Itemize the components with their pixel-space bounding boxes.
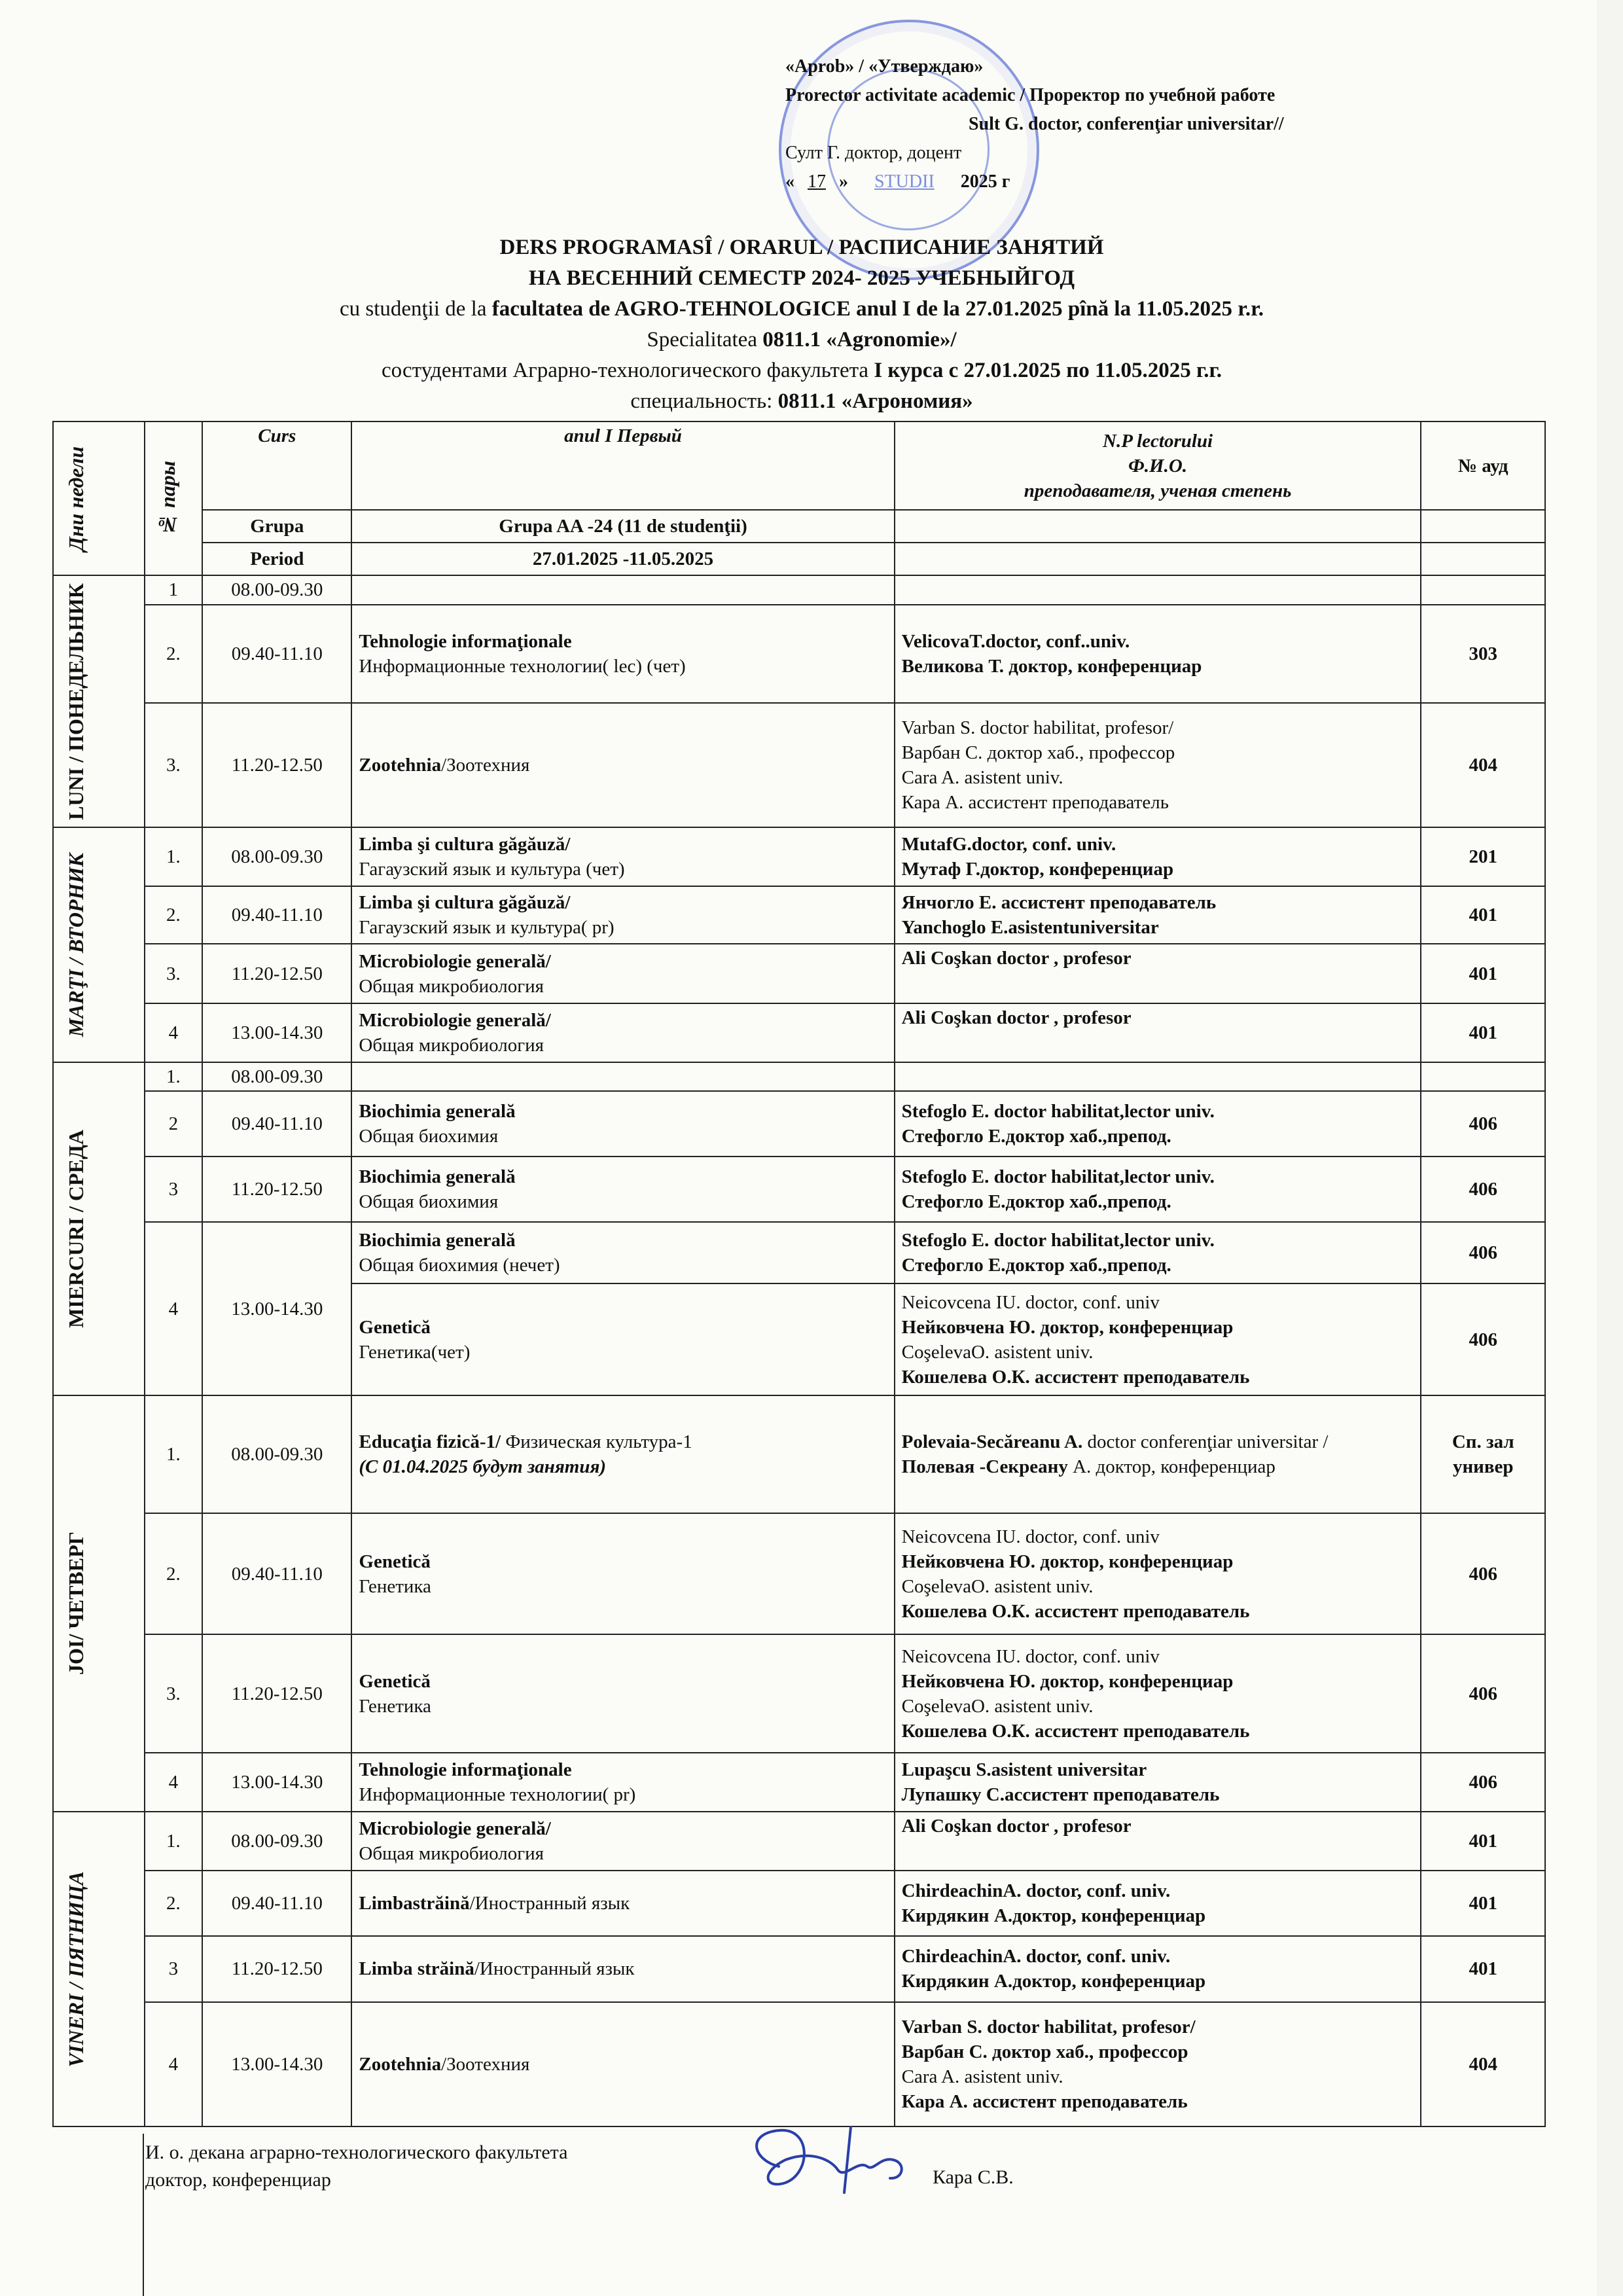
lecturer-cell: Янчогло Е. ассистент преподаватель Yanchoglo E.asistentuniversitar — [895, 886, 1421, 944]
table-row — [53, 575, 1545, 604]
subject-cell: Educaţia fizică-1/ Физическая культура-1 (С 01.04.2025 будут занятия) — [351, 1395, 894, 1513]
room-cell: 303 — [1421, 605, 1545, 703]
room-cell: Сп. зал универ — [1421, 1395, 1545, 1513]
subject-cell: Biochimia generală Общая биохимия — [351, 1091, 894, 1157]
pair-number: 1 — [145, 575, 203, 604]
pair-number: 4 — [145, 2002, 203, 2126]
lecturer-cell: Neicovcena IU. doctor, conf. univ Нейковчена Ю. доктор, конференциар CoşelevaO. asistent univ. Кошелева О.К. ассистент преподаватель — [895, 1634, 1421, 1752]
pair-number: 2 — [145, 1091, 203, 1157]
pair-time: 09.40-11.10 — [202, 886, 351, 944]
table-row — [53, 1157, 1545, 1222]
pair-number: 3. — [145, 1634, 203, 1752]
subject-cell: Genetică Генетика — [351, 1634, 894, 1752]
pair-time: 09.40-11.10 — [202, 605, 351, 703]
title-2: НА ВЕСЕННИЙ СЕМЕСТР 2024- 2025 УЧЕБНЫЙГОД — [528, 266, 1075, 290]
subject-cell: Genetică Генетика — [351, 1513, 894, 1634]
lecturer-cell: Lupaşcu S.asistent universitar Лупашку С.ассистент преподаватель — [895, 1753, 1421, 1812]
lecturer-cell: MutafG.doctor, conf. univ. Мутаф Г.доктор, конференциар — [895, 827, 1421, 886]
day-wednesday: MIERCURI / СРЕДА — [53, 1062, 145, 1395]
pair-time: 08.00-09.30 — [202, 1812, 351, 1871]
group-label: Grupa — [202, 510, 351, 543]
approval-line-4: Султ Г. доктор, доцент — [785, 143, 962, 163]
room-cell: 406 — [1421, 1157, 1545, 1222]
pair-time: 08.00-09.30 — [202, 1395, 351, 1513]
subject-cell: Tehnologie informaţionale Информационные технологии( lec) (чет) — [351, 605, 894, 703]
subject-cell: Limba şi cultura găgăuză/ Гагаузский язык и культура( pr) — [351, 886, 894, 944]
table-row — [53, 944, 1545, 1003]
period-row — [53, 543, 1545, 575]
subtitle-specialty: Specialitatea 0811.1 «Agronomie»/ — [647, 328, 957, 351]
table-row — [53, 1936, 1545, 2001]
table-row — [53, 1003, 1545, 1062]
pair-number: 2. — [145, 1871, 203, 1936]
room-cell: 406 — [1421, 1753, 1545, 1812]
table-row — [53, 1753, 1545, 1812]
day-tuesday: MARŢI / ВТОРНИК — [53, 827, 145, 1062]
group-value: Grupa AA -24 (11 de studenţii) — [351, 510, 894, 543]
room-cell: 401 — [1421, 944, 1545, 1003]
pair-number: 4 — [145, 1753, 203, 1812]
day-monday: LUNI / ПОНЕДЕЛЬНИК — [53, 575, 145, 827]
footer-line-1: И. о. декана аграрно-технологического факультета — [145, 2142, 568, 2163]
pair-time: 11.20-12.50 — [202, 1634, 351, 1752]
pair-time: 11.20-12.50 — [202, 1936, 351, 2001]
table-row — [53, 1812, 1545, 1871]
pair-time: 11.20-12.50 — [202, 1157, 351, 1222]
room-cell: 401 — [1421, 1812, 1545, 1871]
pair-column-header: № пары — [145, 422, 203, 575]
room-cell: 404 — [1421, 2002, 1545, 2126]
table-row — [53, 703, 1545, 827]
handwritten-signature — [740, 2121, 929, 2199]
room-cell: 401 — [1421, 886, 1545, 944]
table-row — [53, 1634, 1545, 1752]
lecturer-cell: Polevaia-Secăreanu A. doctor conferenţiar universitar / Полевая -Секреану А. доктор, конференциар — [895, 1395, 1421, 1513]
footer-line-2: доктор, конференциар — [145, 2169, 331, 2191]
room-cell: 406 — [1421, 1091, 1545, 1157]
table-row — [53, 1513, 1545, 1634]
table-row — [53, 1091, 1545, 1157]
room-header: № ауд — [1421, 422, 1545, 510]
period-value: 27.01.2025 -11.05.2025 — [351, 543, 894, 575]
approval-date: « 17 » STUDII 2025 г — [785, 171, 1010, 192]
lecturer-cell: VelicovaT.doctor, conf..univ. Великова Т. доктор, конференциар — [895, 605, 1421, 703]
subject-cell: Microbiologie generală/ Общая микробиология — [351, 1003, 894, 1062]
day-column-header: Дни недели — [53, 422, 145, 575]
lecturer-cell: Neicovcena IU. doctor, conf. univ Нейковчена Ю. доктор, конференциар CoşelevaO. asistent univ. Кошелева О.К. ассистент преподаватель — [895, 1513, 1421, 1634]
room-cell: 406 — [1421, 1634, 1545, 1752]
pair-number: 4 — [145, 1003, 203, 1062]
lecturer-cell: Varban S. doctor habilitat, profesor/ Варбан С. доктор хаб., профессор Cara A. asistent univ. Кара А. ассистент преподаватель — [895, 2002, 1421, 2126]
pair-number: 1. — [145, 1062, 203, 1091]
pair-time: 08.00-09.30 — [202, 1062, 351, 1091]
pair-time: 08.00-09.30 — [202, 827, 351, 886]
pair-number: 3 — [145, 1157, 203, 1222]
room-cell: 406 — [1421, 1283, 1545, 1395]
table-row — [53, 1222, 1545, 1283]
pair-number: 4 — [145, 1222, 203, 1395]
pair-number: 3 — [145, 1936, 203, 2001]
room-cell: 401 — [1421, 1871, 1545, 1936]
lecturer-header: N.P lectorului Ф.И.О. преподавателя, ученая степень — [895, 422, 1421, 510]
pair-number: 1. — [145, 1812, 203, 1871]
schedule-table — [52, 421, 1546, 2127]
table-row — [53, 827, 1545, 886]
approval-line-1: «Aprob» / «Утверждаю» — [785, 56, 984, 77]
subject-cell: Zootehnia/Зоотехния — [351, 703, 894, 827]
approval-line-2: Prorector activitate academic / Проректор по учебной работе — [785, 85, 1275, 105]
title-1: DERS PROGRAMASÎ / ORARUL / РАСПИСАНИЕ ЗАНЯТИЙ — [499, 236, 1104, 259]
pair-time: 13.00-14.30 — [202, 1753, 351, 1812]
subject-cell: Biochimia generală Общая биохимия (нечет) — [351, 1222, 894, 1283]
pair-number: 1. — [145, 827, 203, 886]
lecturer-cell: Stefoglo E. doctor habilitat,lector univ. Стефогло Е.доктор хаб.,препод. — [895, 1157, 1421, 1222]
document-header — [98, 232, 1505, 417]
subject-cell: Limbastrăină/Иностранный язык — [351, 1871, 894, 1936]
table-row — [53, 1395, 1545, 1513]
lecturer-cell: Varban S. doctor habilitat, profesor/ Варбан С. доктор хаб., профессор Cara A. asistent univ. Кара А. ассистент преподаватель — [895, 703, 1421, 827]
approval-block — [785, 52, 1505, 196]
lecturer-cell: ChirdeachinA. doctor, conf. univ. Кирдякин А.доктор, конференциар — [895, 1871, 1421, 1936]
pair-time: 11.20-12.50 — [202, 944, 351, 1003]
pair-time: 09.40-11.10 — [202, 1513, 351, 1634]
room-cell: 406 — [1421, 1513, 1545, 1634]
year-header: anul I Первый — [351, 422, 894, 510]
subject-cell: Limba şi cultura găgăuză/ Гагаузский язык и культура (чет) — [351, 827, 894, 886]
approval-line-3: Sult G. doctor, conferenţiar universitar// — [969, 114, 1284, 134]
group-row — [53, 510, 1545, 543]
table-row — [53, 886, 1545, 944]
table-row — [53, 1871, 1545, 1936]
day-thursday: JOI/ ЧЕТВЕРГ — [53, 1395, 145, 1812]
pair-number: 3. — [145, 944, 203, 1003]
lecturer-cell: Ali Coşkan doctor , profesor — [895, 1812, 1421, 1871]
pair-time: 13.00-14.30 — [202, 1222, 351, 1395]
room-cell: 201 — [1421, 827, 1545, 886]
pair-time: 13.00-14.30 — [202, 1003, 351, 1062]
subject-cell: Zootehnia/Зоотехния — [351, 2002, 894, 2126]
pair-number: 2. — [145, 1513, 203, 1634]
lecturer-cell: Stefoglo E. doctor habilitat,lector univ. Стефогло Е.доктор хаб.,препод. — [895, 1091, 1421, 1157]
subject-cell: Limba străină/Иностранный язык — [351, 1936, 894, 2001]
footer-name: Кара С.В. — [933, 2166, 1014, 2188]
lecturer-cell: Neicovcena IU. doctor, conf. univ Нейковчена Ю. доктор, конференциар CoşelevaO. asistent univ. Кошелева О.К. ассистент преподаватель — [895, 1283, 1421, 1395]
subject-cell: Microbiologie generală/ Общая микробиология — [351, 944, 894, 1003]
footer-signatory — [145, 2139, 567, 2194]
subtitle-faculty: cu studenţii de la facultatea de AGRO-TEHNOLOGICE anul I de la 27.01.2025 pînă la 11.05.2025 r.r. — [339, 297, 1264, 321]
pair-time: 11.20-12.50 — [202, 703, 351, 827]
subject-cell: Biochimia generală Общая биохимия — [351, 1157, 894, 1222]
lecturer-cell: ChirdeachinA. doctor, conf. univ. Кирдякин А.доктор, конференциар — [895, 1936, 1421, 2001]
pair-number: 1. — [145, 1395, 203, 1513]
pair-time: 13.00-14.30 — [202, 2002, 351, 2126]
subject-cell: Microbiologie generală/ Общая микробиология — [351, 1812, 894, 1871]
subject-cell: Tehnologie informaţionale Информационные технологии( pr) — [351, 1753, 894, 1812]
subject-cell: Genetică Генетика(чет) — [351, 1283, 894, 1395]
pair-time: 09.40-11.10 — [202, 1091, 351, 1157]
lecturer-cell: Stefoglo E. doctor habilitat,lector univ. Стефогло Е.доктор хаб.,препод. — [895, 1222, 1421, 1283]
room-cell: 404 — [1421, 703, 1545, 827]
pair-number: 2. — [145, 886, 203, 944]
margin-line — [143, 2134, 144, 2296]
pair-number: 2. — [145, 605, 203, 703]
room-cell: 401 — [1421, 1936, 1545, 2001]
table-row — [53, 2002, 1545, 2126]
table-header-row — [53, 422, 1545, 510]
room-cell: 401 — [1421, 1003, 1545, 1062]
pair-number: 3. — [145, 703, 203, 827]
subtitle-specialty-ru: специальность: 0811.1 «Агрономия» — [630, 389, 973, 413]
pair-time: 09.40-11.10 — [202, 1871, 351, 1936]
day-friday: VINERI / ПЯТНИЦА — [53, 1812, 145, 2126]
table-row — [53, 1062, 1545, 1091]
lecturer-cell: Ali Coşkan doctor , profesor — [895, 944, 1421, 1003]
curs-header: Curs — [202, 422, 351, 510]
lecturer-cell: Ali Coşkan doctor , profesor — [895, 1003, 1421, 1062]
subtitle-faculty-ru: состудентами Аграрно-технологического факультета I курса с 27.01.2025 по 11.05.2025 г.г. — [382, 359, 1222, 382]
room-cell: 406 — [1421, 1222, 1545, 1283]
table-row — [53, 605, 1545, 703]
pair-time: 08.00-09.30 — [202, 575, 351, 604]
period-label: Period — [202, 543, 351, 575]
